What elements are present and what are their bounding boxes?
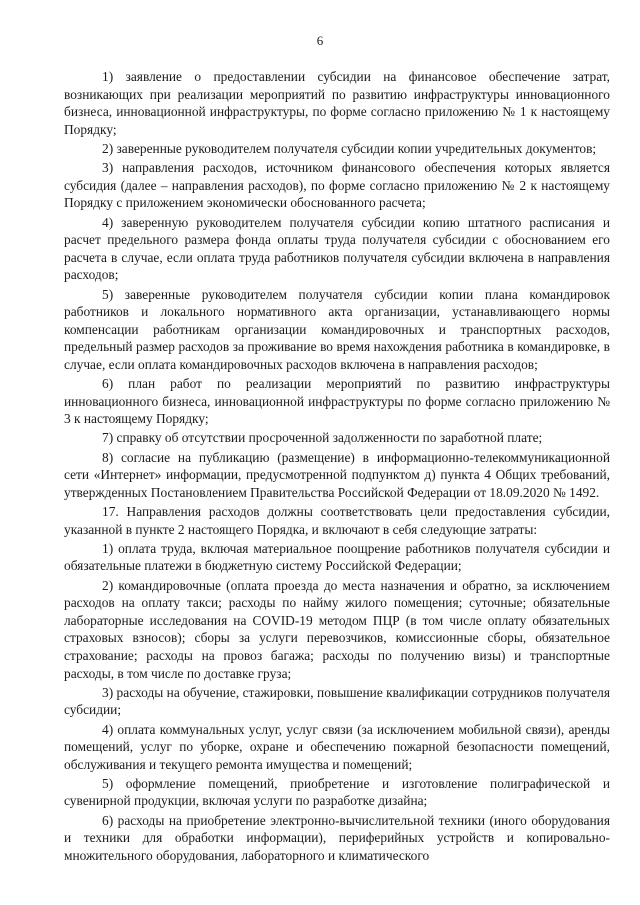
paragraph-item-5: 5) заверенные руководителем получателя субсидии копии плана командировок работников и локального нормативного акта организации, устанавливающего нормы компенсации работникам организации командировочных и транспортных расходов, предельный размер расходов за проживание во время нахождения работника в командировке, в случае, если оплата командировочных расходов включена в направления расходов; [64,286,610,372]
paragraph-item-4: 4) заверенную руководителем получателя субсидии копию штатного расписания и расчет предельного размера фонда оплаты труда получателя субсидии с обоснованием его расчета в случае, если оплата труда работников получателя субсидии включена в направления расходов; [64,214,610,283]
paragraph-item-2: 2) заверенные руководителем получателя субсидии копии учредительных документов; [102,140,597,156]
paragraph-item-3: 3) направления расходов, источником финансового обеспечения которых является субсидия (далее – направления расходов), по форме согласно приложению № 2 к настоящему Порядку с приложением экономически обоснованного расчета; [64,160,610,211]
paragraph-item-7: 7) справку об отсутствии просроченной задолженности по заработной плате; [102,430,543,446]
paragraph-item-8: 8) согласие на публикацию (размещение) в информационно-телекоммуникационной сети «Интернет» информации, предусмотренной подпунктом д) пункта 4 Общих требований, утвержденных Постановлением Правительства Российской Федерации от 18.09.2020 № 1492. [64,449,610,500]
expense-item-4: 4) оплата коммунальных услуг, услуг связи (за исключением мобильной связи), аренды помещений, услуг по уборке, охране и обеспечению пожарной безопасности помещений, обслуживания и текущего ремонта имущества и помещений; [64,721,610,772]
paragraph-item-1: 1) заявление о предоставлении субсидии на финансовое обеспечение затрат, возникающих при реализации мероприятий по развитию инфраструктуры инновационного бизнеса, инновационной инфраструктуры, по форме согласно приложению № 1 к настоящему Порядку; [64,69,610,137]
expense-item-5: 5) оформление помещений, приобретение и изготовление полиграфической и сувенирной продукции, включая услуги по разработке дизайна; [64,775,610,809]
document-body [64,68,610,864]
expense-item-6: 6) расходы на приобретение электронно-вычислительной техники (иного оборудования и техники для обработки информации), периферийных устройств и копировально-множительного оборудования, лабораторного и климатического [64,812,610,863]
expense-item-2: 2) командировочные (оплата проезда до места назначения и обратно, за исключением расходов на оплату такси; расходы по найму жилого помещения; суточные; обязательные лабораторные исследования на COVID-19 методом ПЦР (в том числе оплату обязательных страховых взносов); сборы за услуги перевозчиков, комиссионные сборы, обязательное страхование; расходы на провоз багажа; расходы по получению визы) и транспортные расходы, в том числе по доставке груза; [64,577,610,681]
paragraph-item-6: 6) план работ по реализации мероприятий по развитию инфраструктуры инновационного бизнеса, инновационной инфраструктуры по форме согласно приложению № 3 к настоящему Порядку; [64,376,610,427]
page-number: 6 [316,33,324,48]
section-17-heading: 17. Направления расходов должны соответствовать цели предоставления субсидии, указанной в пункте 2 настоящего Порядка, и включают в себя следующие затраты: [64,504,610,537]
expense-item-1: 1) оплата труда, включая материальное поощрение работников получателя субсидии и обязательные платежи в бюджетную систему Российской Федерации; [64,540,610,574]
expense-item-3: 3) расходы на обучение, стажировки, повышение квалификации сотрудников получателя субсидии; [64,684,610,718]
